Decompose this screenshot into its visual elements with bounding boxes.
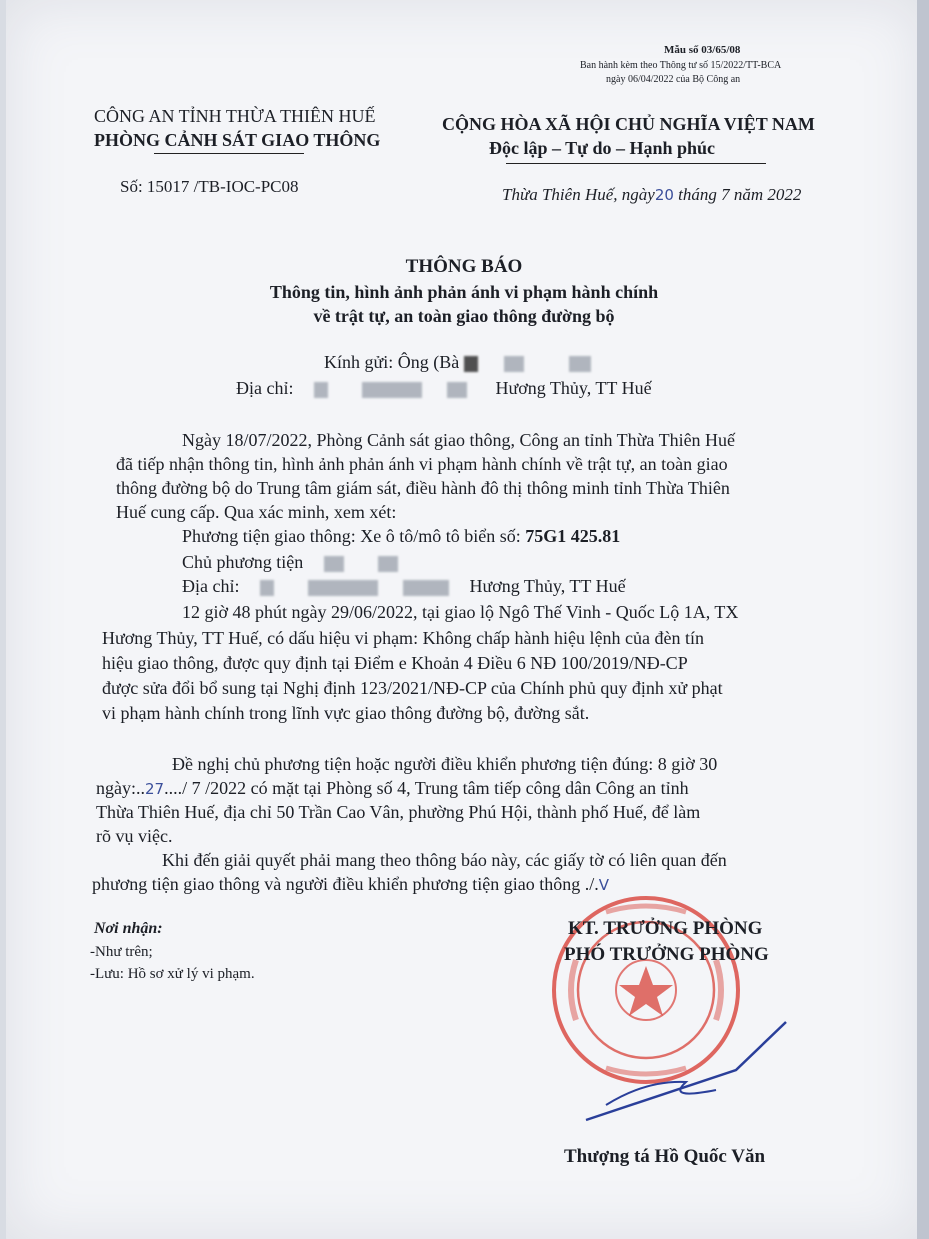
paragraph-line: rõ vụ việc.: [96, 826, 173, 846]
document-page: [6, 0, 922, 1239]
paragraph-line: 12 giờ 48 phút ngày 29/06/2022, tại giao lộ Ngô Thế Vinh - Quốc Lộ 1A, TX: [182, 602, 739, 622]
address-tail: Hương Thủy, TT Huế: [469, 576, 626, 596]
form-note: Ban hành kèm theo Thông tư số 15/2022/TT-BCA: [580, 60, 782, 71]
address-tail: Hương Thủy, TT Huế: [495, 378, 652, 398]
owner-label: Chủ phương tiện: [182, 552, 304, 572]
redacted-address: [308, 580, 378, 596]
paragraph-line: vi phạm hành chính trong lĩnh vực giao thông đường bộ, đường sắt.: [102, 703, 590, 723]
redacted-owner: [324, 556, 344, 572]
date-day-handwritten: 20: [654, 186, 674, 204]
handwritten-signature: [576, 1010, 806, 1130]
document-date: [502, 185, 801, 205]
org-name: CÔNG AN TỈNH THỪA THIÊN HUẾ: [94, 106, 376, 126]
date-suffix: ..../ 7 /2022 có mặt tại Phòng số 4, Trung tâm tiếp công dân Công an tỉnh: [164, 778, 689, 798]
recipient-address: [236, 376, 652, 400]
redacted-address: [447, 382, 467, 398]
redacted-address: [403, 580, 449, 596]
closing-text: phương tiện giao thông và người điều khiển phương tiện giao thông ./.: [92, 874, 599, 894]
org-department: PHÒNG CẢNH SÁT GIAO THÔNG: [94, 130, 381, 150]
paragraph-line: thông đường bộ do Trung tâm giám sát, điều hành đô thị thông minh tỉnh Thừa Thiên: [116, 478, 730, 498]
redacted-name: [569, 356, 591, 372]
redacted-name: [504, 356, 524, 372]
signer-name: Thượng tá Hồ Quốc Văn: [564, 1146, 766, 1167]
form-number: Mẫu số 03/65/08: [664, 44, 741, 56]
redacted-owner: [378, 556, 398, 572]
republic-title: CỘNG HÒA XÃ HỘI CHỦ NGHĨA VIỆT NAM: [442, 114, 815, 134]
owner-address-label: Địa chỉ:: [182, 576, 240, 596]
appointment-line: [96, 776, 689, 801]
document-title: THÔNG BÁO: [405, 256, 523, 277]
recipients-item: -Như trên;: [90, 944, 153, 960]
signature-title: KT. TRƯỞNG PHÒNG: [568, 918, 763, 939]
paragraph-line: Ngày 18/07/2022, Phòng Cảnh sát giao thông, Công an tỉnh Thừa Thiên Huế: [182, 430, 736, 450]
recipient-label: Kính gửi: Ông (Bà: [324, 352, 460, 372]
owner-line: [182, 550, 398, 574]
paragraph-line: hiệu giao thông, được quy định tại Điểm e Khoản 4 Điều 6 NĐ 100/2019/NĐ-CP: [102, 653, 688, 673]
paragraph-line: Thừa Thiên Huế, địa chỉ 50 Trần Cao Vân, phường Phú Hội, thành phố Huế, để làm: [96, 802, 701, 822]
signature-position: PHÓ TRƯỞNG PHÒNG: [564, 944, 769, 965]
date-prefix: Thừa Thiên Huế, ngày: [502, 185, 655, 204]
republic-motto: Độc lập – Tự do – Hạnh phúc: [489, 138, 716, 158]
paragraph-line: Khi đến giải quyết phải mang theo thông báo này, các giấy tờ có liên quan đến: [162, 850, 727, 870]
paragraph-line: Huế cung cấp. Qua xác minh, xem xét:: [116, 502, 397, 522]
paragraph-line: Đề nghị chủ phương tiện hoặc người điều khiển phương tiện đúng: 8 giờ 30: [172, 754, 718, 774]
document-subtitle: về trật tự, an toàn giao thông đường bộ: [313, 306, 615, 326]
date-prefix: ngày:..: [96, 778, 145, 798]
document-subtitle: Thông tin, hình ảnh phản ánh vi phạm hành chính: [269, 282, 659, 302]
address-label: Địa chỉ:: [236, 378, 294, 398]
handwritten-check-mark: V: [598, 876, 610, 894]
recipient-line: [324, 350, 591, 374]
date-suffix: tháng 7 năm 2022: [678, 185, 802, 204]
redacted-address: [362, 382, 422, 398]
paragraph-line: đã tiếp nhận thông tin, hình ảnh phản ánh vi phạm hành chính về trật tự, an toàn giao: [116, 454, 728, 474]
license-plate: 75G1 425.81: [525, 526, 621, 546]
page-edge: [917, 0, 929, 1239]
paragraph-line: được sửa đổi bổ sung tại Nghị định 123/2021/NĐ-CP của Chính phủ quy định xử phạt: [102, 678, 723, 698]
org-underline: [154, 153, 304, 154]
redacted-name: [464, 356, 478, 372]
owner-address-line: [182, 574, 626, 598]
recipients-title: Nơi nhận:: [94, 920, 163, 937]
vehicle-label: Phương tiện giao thông: Xe ô tô/mô tô biển số:: [182, 526, 526, 546]
form-note: ngày 06/04/2022 của Bộ Công an: [606, 74, 741, 85]
redacted-address: [314, 382, 328, 398]
redacted-address: [260, 580, 274, 596]
paragraph-line: [92, 872, 609, 897]
motto-underline: [506, 163, 766, 164]
paragraph-line: Hương Thủy, TT Huế, có dấu hiệu vi phạm: Không chấp hành hiệu lệnh của đèn tín: [102, 628, 704, 648]
recipients-item: -Lưu: Hồ sơ xử lý vi phạm.: [90, 966, 255, 982]
appointment-day-handwritten: 27: [145, 780, 165, 798]
vehicle-line: [182, 524, 620, 548]
document-number: Số: 15017 /TB-IOC-PC08: [120, 177, 299, 196]
